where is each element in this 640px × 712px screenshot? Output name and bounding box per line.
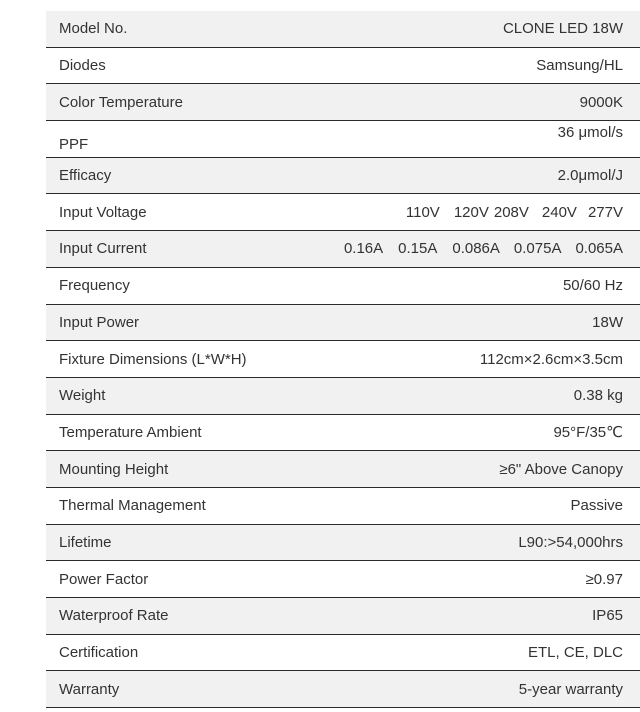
spec-label: Lifetime	[59, 533, 112, 551]
spec-value: 9000K	[579, 93, 623, 111]
spec-row-thermal-management	[46, 488, 640, 525]
spec-label: Waterproof Rate	[59, 607, 169, 625]
spec-value: 36 μmol/s	[557, 124, 623, 142]
spec-value: ETL, CE, DLC	[527, 644, 623, 662]
spec-label: Diodes	[59, 57, 106, 75]
spec-label: Fixture Dimensions (L*W*H)	[59, 350, 247, 368]
spec-table	[46, 11, 640, 708]
spec-label: Thermal Management	[59, 497, 206, 515]
spec-label: Mounting Height	[59, 460, 169, 478]
spec-label: Input Voltage	[59, 203, 147, 221]
spec-row-input-voltage	[46, 194, 640, 231]
spec-row-model-no	[46, 11, 640, 48]
voltage-value: 110V	[405, 203, 440, 221]
spec-value-list	[344, 240, 623, 257]
spec-label: Input Power	[59, 313, 140, 331]
spec-value: 112cm×2.6cm×3.5cm	[479, 350, 623, 368]
spec-value: 5-year warranty	[518, 680, 623, 698]
spec-label: Temperature Ambient	[59, 423, 202, 441]
current-value: 0.086A	[452, 240, 500, 258]
spec-row-waterproof-rate	[46, 598, 640, 635]
spec-row-mounting-height	[46, 451, 640, 488]
spec-value: 18W	[592, 313, 623, 331]
spec-row-certification	[46, 635, 640, 672]
spec-row-lifetime	[46, 525, 640, 562]
spec-row-efficacy	[46, 158, 640, 195]
spec-label: Warranty	[59, 680, 120, 698]
spec-value: 50/60 Hz	[562, 277, 623, 295]
spec-value: IP65	[592, 607, 623, 625]
voltage-value: 240V	[541, 203, 577, 221]
spec-value-list	[406, 204, 623, 221]
spec-value: 95°F/35℃	[553, 424, 623, 442]
spec-row-input-power	[46, 305, 640, 342]
spec-row-weight	[46, 378, 640, 415]
spec-row-ppf	[46, 121, 640, 158]
spec-label: Frequency	[59, 277, 130, 295]
spec-value: Samsung/HL	[536, 57, 623, 75]
spec-row-fixture-dimensions	[46, 341, 640, 378]
spec-row-diodes	[46, 48, 640, 85]
current-value: 0.16A	[343, 240, 384, 258]
voltage-value: 208V	[493, 203, 529, 221]
spec-value: CLONE LED 18W	[502, 20, 623, 38]
spec-row-input-current	[46, 231, 640, 268]
spec-label: PPF	[59, 136, 89, 154]
spec-label: Model No.	[59, 20, 128, 38]
spec-row-color-temperature	[46, 84, 640, 121]
spec-row-frequency	[46, 268, 640, 305]
spec-row-power-factor	[46, 561, 640, 598]
spec-label: Certification	[59, 644, 139, 662]
spec-value: ≥6" Above Canopy	[499, 460, 623, 478]
current-value: 0.065A	[575, 240, 623, 258]
spec-row-temperature-ambient	[46, 415, 640, 452]
spec-label: Color Temperature	[59, 93, 183, 111]
current-value: 0.15A	[398, 240, 438, 258]
spec-label: Input Current	[59, 240, 147, 258]
spec-value: 2.0μmol/J	[557, 167, 623, 185]
spec-label: Weight	[59, 387, 106, 405]
spec-value: L90:>54,000hrs	[518, 533, 623, 551]
spec-label: Efficacy	[59, 167, 112, 185]
voltage-value: 277V	[587, 203, 623, 221]
spec-value: ≥0.97	[585, 570, 623, 588]
current-value: 0.075A	[513, 240, 562, 258]
spec-label: Power Factor	[59, 570, 149, 588]
voltage-value: 120V	[453, 203, 489, 221]
spec-value: Passive	[570, 497, 623, 515]
spec-value: 0.38 kg	[573, 387, 623, 405]
spec-row-warranty	[46, 671, 640, 708]
